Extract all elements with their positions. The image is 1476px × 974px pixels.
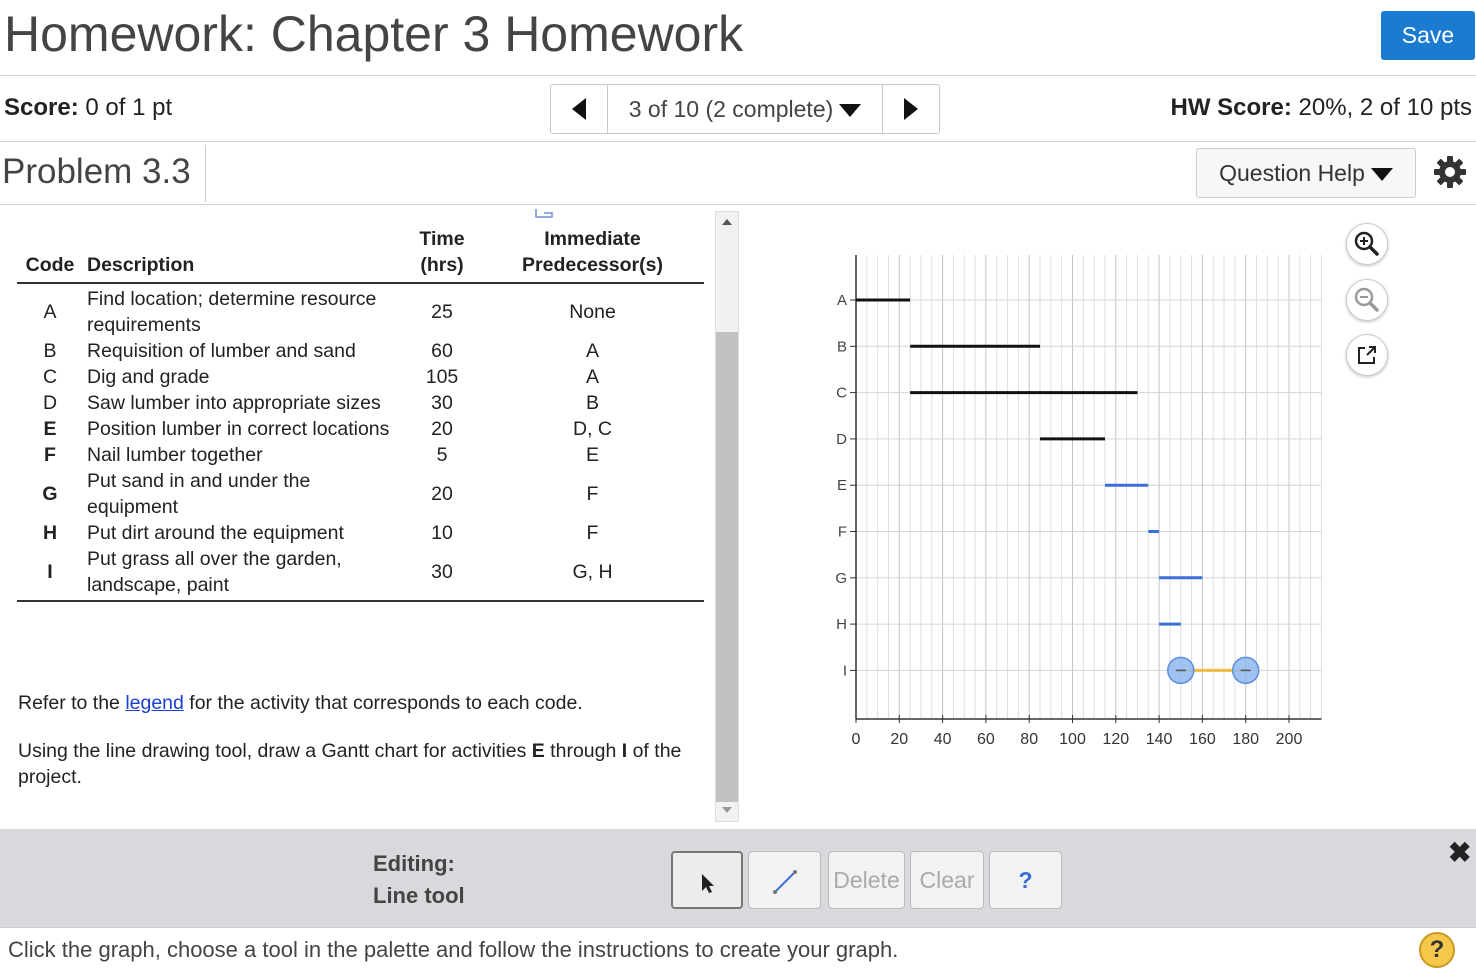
table-row — [17, 338, 704, 364]
score-value: 0 of 1 pt — [85, 94, 173, 121]
row-code: I — [17, 546, 83, 601]
external-link-icon — [1347, 335, 1387, 375]
row-time: 5 — [436, 444, 448, 466]
zoom-in-button[interactable] — [1346, 223, 1388, 265]
instruction-text: Refer to the — [18, 692, 126, 714]
instruction-text: Using the line drawing tool, draw a Gantt chart for activities — [18, 740, 532, 762]
table-header-row — [17, 226, 704, 283]
previous-question-button[interactable] — [551, 85, 608, 133]
table-row — [17, 283, 704, 338]
collapse-icon[interactable] — [534, 207, 554, 221]
scroll-down-icon[interactable] — [721, 806, 733, 814]
x-tick-label: 120 — [1102, 731, 1130, 748]
close-icon[interactable]: ✖ — [1448, 837, 1472, 868]
hw-score — [1171, 92, 1472, 124]
zoom-out-icon — [1347, 280, 1387, 320]
help-icon[interactable]: ? — [1419, 932, 1455, 968]
gantt-graph[interactable] — [820, 245, 1340, 755]
row-predecessors: D, C — [573, 418, 612, 440]
hw-score-value: 20%, 2 of 10 pts — [1298, 94, 1472, 121]
instruction-text: through — [544, 740, 622, 762]
select-tool-button[interactable] — [671, 851, 743, 909]
row-time: 10 — [431, 522, 453, 544]
clear-button[interactable]: Clear — [910, 851, 984, 909]
row-time: 30 — [403, 546, 481, 601]
x-tick-label: 0 — [851, 731, 861, 748]
y-tick-label: D — [836, 430, 847, 448]
code-header: Code — [17, 226, 83, 283]
row-predecessors: A — [585, 366, 599, 388]
header-divider — [0, 75, 1476, 76]
next-arrow-icon — [904, 98, 918, 120]
editing-label: Editing: — [373, 851, 455, 876]
table-row — [17, 442, 704, 468]
row-predecessors: F — [586, 483, 599, 505]
row-predecessors: B — [585, 392, 599, 414]
instruction-text: for the activity that corresponds to each code. — [183, 692, 583, 714]
table-row — [17, 364, 704, 390]
x-tick-label: 200 — [1275, 731, 1303, 748]
row-code: G — [42, 483, 58, 505]
question-selector[interactable] — [608, 85, 882, 133]
row-code: B — [43, 340, 57, 362]
scroll-up-icon[interactable] — [721, 218, 733, 226]
predecessors-header: Immediate Predecessor(s) — [481, 226, 704, 283]
tool-help-button[interactable]: ? — [989, 851, 1062, 909]
row-predecessors: F — [586, 522, 599, 544]
line-tool-icon — [770, 867, 800, 897]
problem-title: Problem 3.3 — [2, 152, 191, 191]
row-description: Put grass all over the garden, landscape, paint — [83, 546, 403, 601]
table-row — [17, 520, 704, 546]
question-navigator — [550, 84, 940, 134]
y-tick-label: H — [836, 616, 847, 634]
problem-title-divider — [205, 145, 206, 202]
page-title: Homework: Chapter 3 Homework — [4, 6, 744, 62]
score-label: Score: — [4, 94, 79, 121]
y-tick-label: I — [842, 662, 847, 680]
table-row — [17, 416, 704, 442]
current-tool-label: Line tool — [373, 883, 465, 908]
row-time: 25 — [431, 301, 453, 323]
row-code: E — [43, 418, 57, 440]
y-tick-label: E — [836, 477, 847, 495]
legend-instruction — [18, 690, 708, 716]
row-time: 60 — [431, 340, 453, 362]
row-code: F — [44, 444, 56, 466]
delete-button[interactable]: Delete — [828, 851, 905, 909]
score-divider — [0, 141, 1476, 142]
zoom-in-icon — [1347, 224, 1387, 264]
previous-arrow-icon — [572, 98, 586, 120]
y-tick-label: C — [836, 384, 847, 402]
x-tick-label: 60 — [977, 731, 995, 748]
question-help-label: Question Help — [1219, 160, 1365, 186]
x-tick-label: 80 — [1020, 731, 1039, 748]
x-tick-label: 140 — [1145, 731, 1173, 748]
editing-status — [373, 848, 465, 912]
line-tool-button[interactable] — [748, 851, 821, 909]
table-row — [17, 468, 704, 520]
hw-score-label: HW Score: — [1170, 94, 1292, 121]
gear-icon[interactable] — [1432, 154, 1468, 190]
scroll-thumb[interactable] — [716, 332, 738, 802]
score — [4, 92, 172, 124]
draw-instruction — [18, 738, 708, 790]
status-text: Click the graph, choose a tool in the palette and follow the instructions to create your graph. — [8, 937, 899, 962]
x-tick-label: 40 — [933, 731, 952, 748]
instruction-text: of the project. — [18, 740, 682, 788]
row-description: Put sand in and under the equipment — [87, 470, 311, 518]
instruction-bold: I — [621, 740, 628, 762]
legend-link[interactable]: legend — [125, 692, 184, 714]
problem-divider — [0, 204, 1476, 205]
row-predecessors: G, H — [481, 546, 704, 601]
row-description: Requisition of lumber and sand — [87, 340, 356, 362]
x-tick-label: 180 — [1232, 731, 1260, 748]
table-row — [17, 390, 704, 416]
zoom-out-button[interactable] — [1346, 279, 1388, 321]
save-button[interactable]: Save — [1381, 11, 1475, 60]
x-tick-label: 20 — [890, 731, 909, 748]
row-description: Saw lumber into appropriate sizes — [87, 392, 381, 414]
row-description: Position lumber in correct locations — [87, 418, 390, 440]
y-tick-label: B — [836, 338, 847, 356]
instruction-bold: E — [531, 740, 545, 762]
y-tick-label: G — [835, 569, 847, 587]
row-description: Put dirt around the equipment — [87, 522, 344, 544]
row-time: 105 — [425, 366, 459, 388]
row-time: 20 — [431, 418, 453, 440]
row-predecessors: None — [569, 301, 616, 323]
row-code: A — [43, 301, 57, 323]
description-header: Description — [83, 226, 403, 283]
row-description: Dig and grade — [87, 366, 210, 388]
chevron-down-icon — [1371, 168, 1393, 181]
row-predecessors: A — [585, 340, 599, 362]
row-code: H — [42, 522, 58, 544]
popout-button[interactable] — [1346, 334, 1388, 376]
row-time: 20 — [431, 483, 453, 505]
question-position: 3 of 10 (2 complete) — [628, 96, 834, 122]
row-description: Nail lumber together — [87, 444, 263, 466]
row-code: D — [42, 392, 58, 414]
row-code: C — [42, 366, 58, 388]
chevron-down-icon — [839, 104, 861, 117]
next-question-button[interactable] — [882, 85, 939, 133]
time-header: Time (hrs) — [403, 226, 481, 283]
question-help-button[interactable] — [1196, 148, 1416, 198]
pointer-icon — [697, 871, 717, 895]
y-tick-label: F — [837, 523, 847, 541]
y-tick-label: A — [836, 292, 847, 309]
row-predecessors: E — [585, 444, 599, 466]
table-row — [17, 546, 704, 601]
activity-legend-table — [17, 226, 704, 602]
x-tick-label: 160 — [1189, 731, 1216, 748]
row-time: 30 — [431, 392, 453, 414]
x-tick-label: 100 — [1059, 731, 1086, 748]
row-description: Find location; determine resource requirements — [87, 288, 377, 336]
